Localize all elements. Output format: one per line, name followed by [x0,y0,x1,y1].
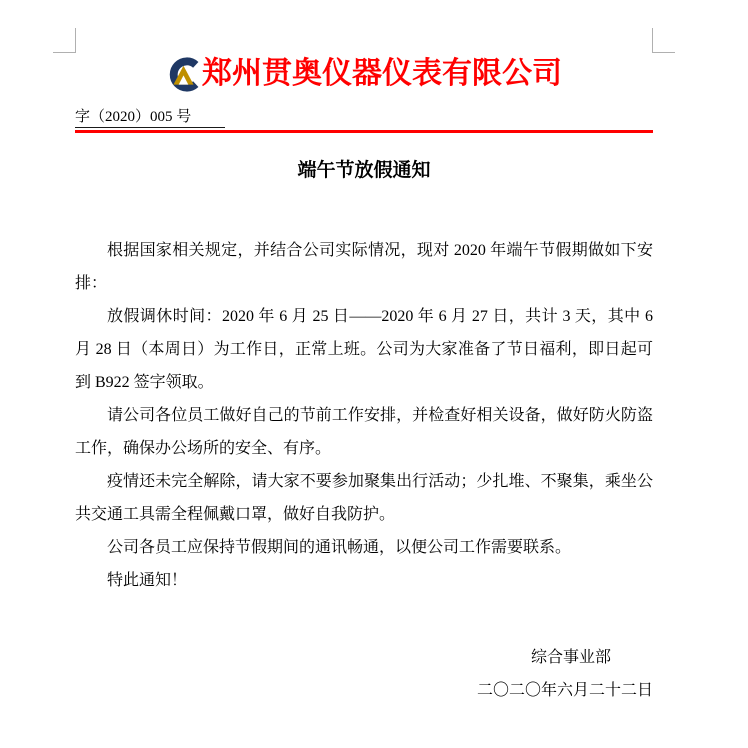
signature-block [75,641,653,707]
notice-paragraph: 疫情还未完全解除，请大家不要参加聚集出行活动；少扎堆、不聚集，乘坐公共交通工具需全程佩戴口罩，做好自我防护。 [75,473,653,523]
letterhead [75,55,653,92]
company-logo-icon [166,57,201,92]
notice-paragraph: 请公司各位员工做好自己的节前工作安排，并检查好相关设备，做好防火防盗工作，确保办公场所的安全、有序。 [75,407,653,457]
notice-paragraph: 根据国家相关规定，并结合公司实际情况，现对 2020 年端午节假期做如下安排： [75,242,653,292]
notice-paragraph: 放假调休时间：2020 年 6 月 25 日——2020 年 6 月 27 日，共计 3 天，其中 6 月 28 日（本周日）为工作日，正常上班。公司为大家准备了节日福利，即日起可到 B922 签字领取。 [75,308,653,391]
notice-body [75,234,653,597]
text-boundary-mark-top-right [652,28,675,53]
notice-paragraph: 公司各员工应保持节假期间的通讯畅通，以便公司工作需要联系。 [107,539,572,556]
signature-date: 二〇二〇年六月二十二日 [476,682,653,699]
company-name: 郑州贯奥仪器仪表有限公司 [202,57,562,90]
signature-department: 综合事业部 [530,649,611,666]
notice-title: 端午节放假通知 [297,160,431,181]
notice-paragraph: 特此通知！ [107,572,188,589]
document-content [75,0,653,707]
doc-number: 字（2020）005 号 [75,107,225,128]
doc-number-row [75,107,653,133]
text-boundary-mark-top-left [53,28,76,53]
